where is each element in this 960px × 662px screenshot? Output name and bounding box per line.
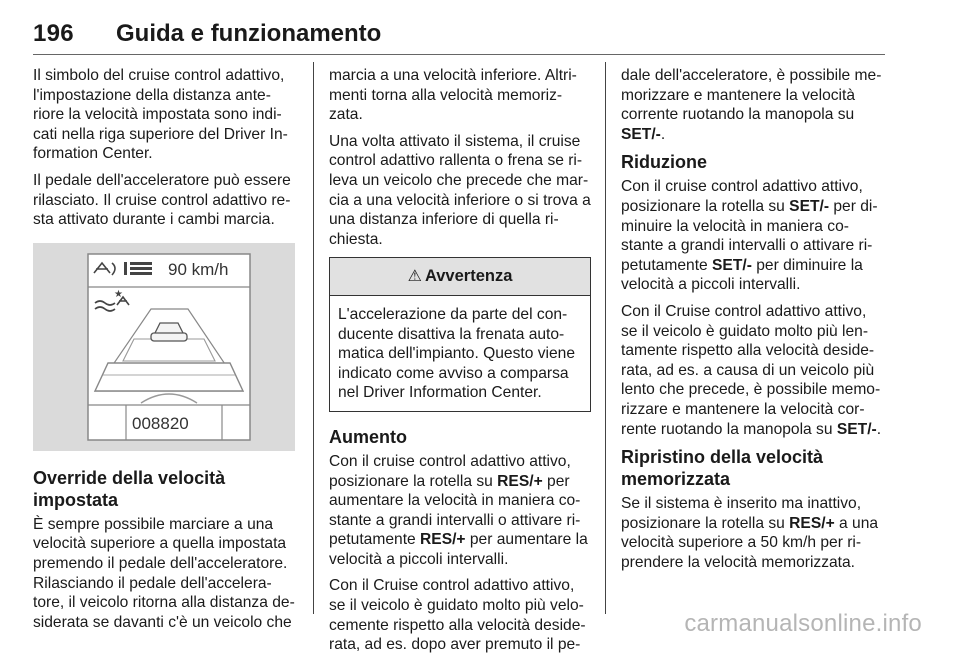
chapter-title: Guida e funzionamento: [116, 20, 382, 47]
paragraph: dale dell'acceleratore, è possibile me-morizzare e mantenere la velocità corrente ruotando la manopola su SET/-.: [621, 67, 882, 143]
page-number: 196: [33, 20, 74, 47]
warning-box: [329, 257, 591, 412]
section-heading: Ripristino della velocità memorizzata: [621, 447, 824, 490]
watermark: carmanualsonline.info: [684, 610, 922, 637]
driver-info-center-figure: [33, 243, 295, 451]
section-heading: Aumento: [329, 426, 407, 447]
paragraph: marcia a una velocità inferiore. Altri-menti torna alla velocità memoriz-zata.: [329, 67, 577, 124]
paragraph: Con il cruise control adattivo attivo, posizionare la rotella su SET/- per di-minuire la velocità in maniera co-stante a grandi intervalli o attivare ri-petutamente SET/- per diminuire la velocità a piccoli intervalli.: [621, 178, 878, 294]
section-heading: Riduzione: [621, 152, 707, 173]
odometer-readout: 008820: [132, 413, 189, 433]
svg-text:★: ★: [114, 288, 123, 300]
paragraph: Con il Cruise control adattivo attivo, se il veicolo è guidato molto più len-tamente rispetto alla velocità deside-rata, ad es. a causa di un veicolo più lento che precede, è possibile memo-rizzare e mantenere la velocità cor-rente ruotando la manopola su SET/-.: [621, 302, 882, 438]
paragraph: Con il cruise control adattivo attivo, posizionare la rotella su RES/+ per aumentare la velocità in maniera co-stante a grandi intervalli o attivare ri-petutamente RES/+ per aumentare la velocità a piccoli intervalli.: [329, 452, 588, 568]
paragraph: Se il sistema è inserito ma inattivo, posizionare la rotella su RES/+ a una velocità superiore a 50 km/h per ri-prendere la velocità memorizzata.: [621, 495, 879, 571]
column-divider: [313, 62, 314, 614]
paragraph: Una volta attivato il sistema, il cruise control adattivo rallenta o frena se ri-leva un veicolo che precede che mar-cia a una velocità inferiore o si trova a una distanza inferiore di quella ri-chiesta.: [329, 132, 591, 248]
warning-header: [330, 258, 590, 296]
column-3: [621, 66, 883, 579]
paragraph: È sempre possibile marciare a una velocità superiore a quella impostata premendo il pedale dell'acceleratore. Rilasciando il pedale dell'accelera-tore, il veicolo ritorna alla distanza de-siderata se davanti c'è un veicolo che: [33, 515, 295, 631]
warning-title: Avvertenza: [424, 267, 513, 286]
paragraph: Il simbolo del cruise control adattivo, l'impostazione della distanza ante-riore la velocità impostata sono indi-cati nella riga superiore del Driver In-formation Center.: [33, 67, 288, 163]
paragraph: Con il Cruise control adattivo attivo, se il veicolo è guidato molto più velo-cemente rispetto alla velocità deside-rata, ad es. dopo aver premuto il pe-: [329, 577, 586, 654]
column-2: [329, 66, 591, 662]
set-speed-readout: 90 km/h: [168, 259, 229, 279]
column-1: [33, 66, 297, 639]
display-illustration: [33, 243, 295, 451]
section-heading: Override della velocità impostata: [33, 467, 226, 510]
warning-text: L'accelerazione da parte del con-ducente disattiva la frenata auto-matica dell'impianto. Questo viene indicato come avviso a comparsa nel Driver Information Center.: [338, 305, 576, 402]
warning-triangle-icon: ⚠: [407, 268, 422, 286]
paragraph: Il pedale dell'acceleratore può essere rilasciato. Il cruise control adattivo re-sta attivato durante i cambi marcia.: [33, 171, 291, 229]
page-header: [33, 20, 885, 55]
column-divider: [605, 62, 606, 614]
